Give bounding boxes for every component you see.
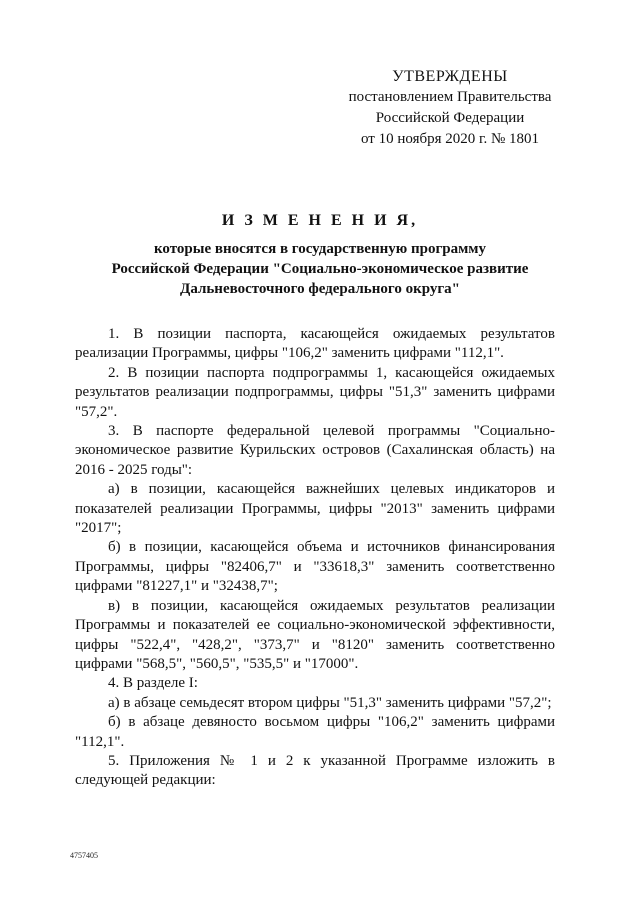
paragraph-4: 4. В разделе I:: [108, 675, 198, 692]
paragraph-2: 2. В позиции паспорта подпрограммы 1, касающейся ожидаемых результатов реализации подпрограммы, цифры "51,3" заменить цифрами "57,2".: [75, 364, 555, 420]
paragraph-4b: б) в абзаце девяносто восьмом цифры "106,2" заменить цифрами "112,1".: [75, 714, 555, 750]
title-sub-2: Российской Федерации "Социально-экономическое развитие: [111, 261, 529, 277]
document-body: [75, 325, 555, 791]
approval-line-1: постановлением Правительства: [348, 89, 552, 105]
approval-stamp: [330, 66, 570, 150]
paragraph-1: 1. В позиции паспорта, касающейся ожидаемых результатов реализации Программы, цифры "106,2" заменить цифрами "112,1".: [75, 326, 555, 362]
paragraph-5: 5. Приложения № 1 и 2 к указанной Программе изложить в следующей редакции:: [75, 752, 555, 789]
paragraph-3c: в) в позиции, касающейся ожидаемых результатов реализации Программы и показателей ее социально-экономической эффективности, цифры "522,4", "428,2", "373,7" и "8120" заменить соответственно цифрами "568,5", "560,5", "535,5" и "17000".: [75, 597, 555, 672]
title-main: И З М Е Н Е Н И Я,: [221, 212, 419, 229]
approval-line-3: от 10 ноября 2020 г. № 1801: [360, 131, 540, 147]
approval-line-2: Российской Федерации: [375, 110, 525, 126]
title-sub-3: Дальневосточного федерального округа": [180, 281, 460, 297]
title-sub-1: которые вносятся в государственную программу: [153, 241, 487, 257]
document-id: 4757405: [70, 851, 98, 860]
paragraph-3a: а) в позиции, касающейся важнейших целевых индикаторов и показателей реализации Программы, цифры "2013" заменить цифрами "2017";: [75, 481, 555, 537]
document-title: [60, 212, 580, 299]
paragraph-3: 3. В паспорте федеральной целевой программы "Социально-экономическое развитие Курильских островов (Сахалинская область) на 2016 - 2025 годы":: [75, 423, 555, 478]
paragraph-3b: б) в позиции, касающейся объема и источников финансирования Программы, цифры "82406,7" и "33618,3" заменить соответственно цифрами "81227,1" и "32438,7";: [75, 539, 555, 595]
paragraph-4a: а) в абзаце семьдесят втором цифры "51,3" заменить цифрами "57,2";: [108, 694, 552, 711]
approval-heading: УТВЕРЖДЕНЫ: [392, 68, 508, 85]
